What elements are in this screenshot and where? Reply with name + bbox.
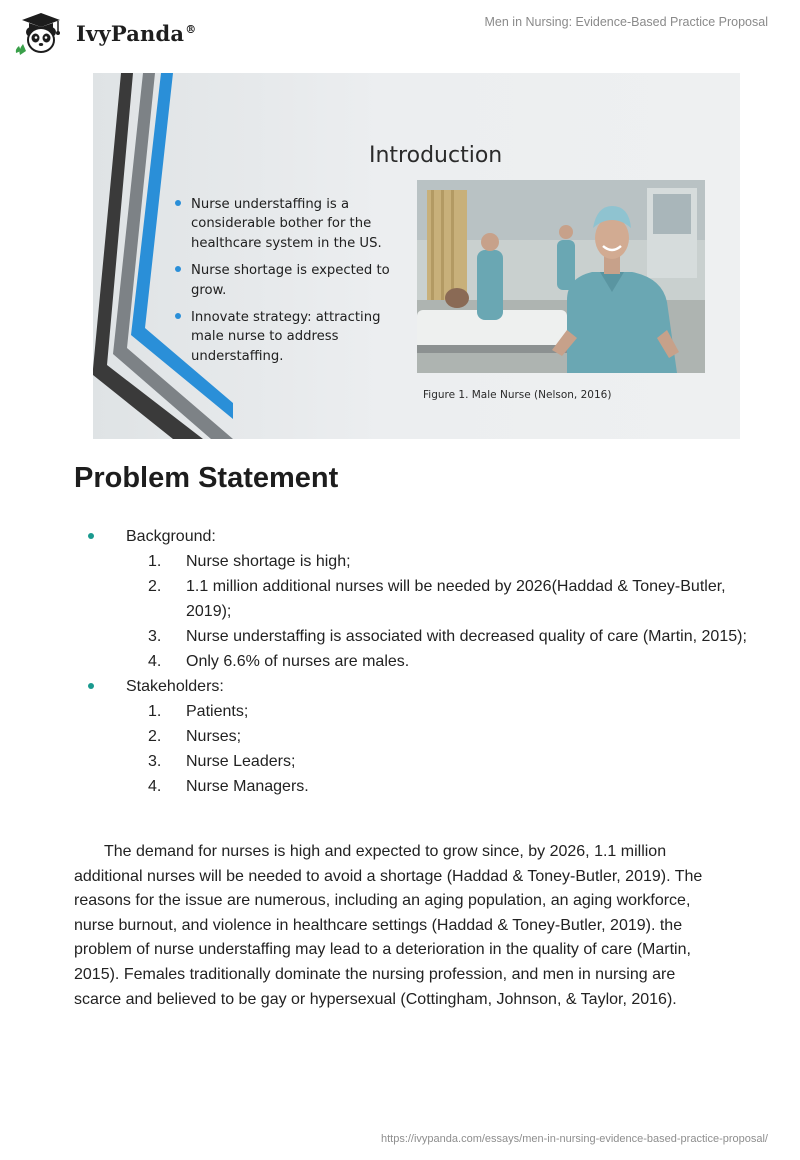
slide-title: Introduction: [369, 143, 503, 168]
list-item: [88, 724, 748, 749]
list-number: 4.: [148, 778, 162, 795]
list-text: Nurse understaffing is associated with decreased quality of care (Martin, 2015);: [186, 628, 747, 645]
list-text: Nurse Managers.: [186, 778, 309, 795]
list-number: 1.: [148, 553, 162, 570]
body-paragraph: The demand for nurses is high and expected to grow since, by 2026, 1.1 million additional nurses will be needed to avoid a shortage (Haddad & Toney-Butler, 2019). The reasons for the issue are numerous, including an aging population, an aging workforce, nurse burnout, and violence in healthcare settings (Haddad & Toney-Butler, 2019). the problem of nurse understaffing may lead to a deterioration in the quality of care (Martin, 2015). Females traditionally dominate the nursing profession, and men in nursing are scarce and believed to be gay or hypersexual (Cottingham, Johnson, & Taylor, 2016).: [74, 843, 703, 1008]
list-text: Nurse shortage is high;: [186, 553, 351, 570]
list-number: 3.: [148, 628, 162, 645]
list-text: 1.1 million additional nurses will be needed by 2026(Haddad & Toney-Butler, 2019);: [186, 578, 726, 620]
list-item: [88, 649, 748, 674]
list-item: [88, 574, 748, 624]
male-nurse-photo: [417, 180, 705, 373]
list-item: [88, 749, 748, 774]
bullet-dot: [88, 533, 94, 539]
list-number: 2.: [148, 578, 162, 595]
ivypanda-logo[interactable]: [14, 10, 196, 56]
list-number: 4.: [148, 653, 162, 670]
figure-caption: Figure 1. Male Nurse (Nelson, 2016): [423, 389, 612, 401]
problem-outline: [88, 524, 748, 799]
list-text: Nurse Leaders;: [186, 753, 296, 770]
list-item: [88, 549, 748, 574]
slide-bullet-list: [175, 195, 405, 374]
group-label: Background:: [126, 528, 216, 545]
section-heading: Problem Statement: [74, 462, 339, 494]
intro-slide-image: [93, 73, 740, 439]
bullet-stakeholders: [88, 674, 748, 699]
bullet-background: [88, 524, 748, 549]
list-number: 2.: [148, 728, 162, 745]
list-item: [88, 699, 748, 724]
slide-bullet: Innovate strategy: attracting male nurse to address understaffing.: [175, 308, 405, 366]
background-list: [88, 549, 748, 674]
list-number: 1.: [148, 703, 162, 720]
registered-mark: ®: [185, 22, 197, 36]
list-item: [88, 624, 748, 649]
document-title: Men in Nursing: Evidence-Based Practice Proposal: [484, 15, 768, 29]
brand-name: IvyPanda®: [76, 20, 197, 46]
source-url-link[interactable]: https://ivypanda.com/essays/men-in-nursing-evidence-based-practice-proposal/: [380, 1133, 768, 1145]
list-number: 3.: [148, 753, 162, 770]
list-text: Patients;: [186, 703, 249, 720]
hospital-ward-illustration: [417, 180, 705, 373]
group-label: Stakeholders:: [126, 678, 224, 695]
slide-bullet: Nurse understaffing is a considerable bother for the healthcare system in the US.: [175, 195, 405, 253]
bullet-dot: [88, 683, 94, 689]
slide-bullet: Nurse shortage is expected to grow.: [175, 261, 405, 300]
list-text: Only 6.6% of nurses are males.: [186, 653, 410, 670]
stakeholders-list: [88, 699, 748, 799]
list-text: Nurses;: [186, 728, 242, 745]
panda-graduate-icon: [14, 10, 68, 56]
list-item: [88, 774, 748, 799]
